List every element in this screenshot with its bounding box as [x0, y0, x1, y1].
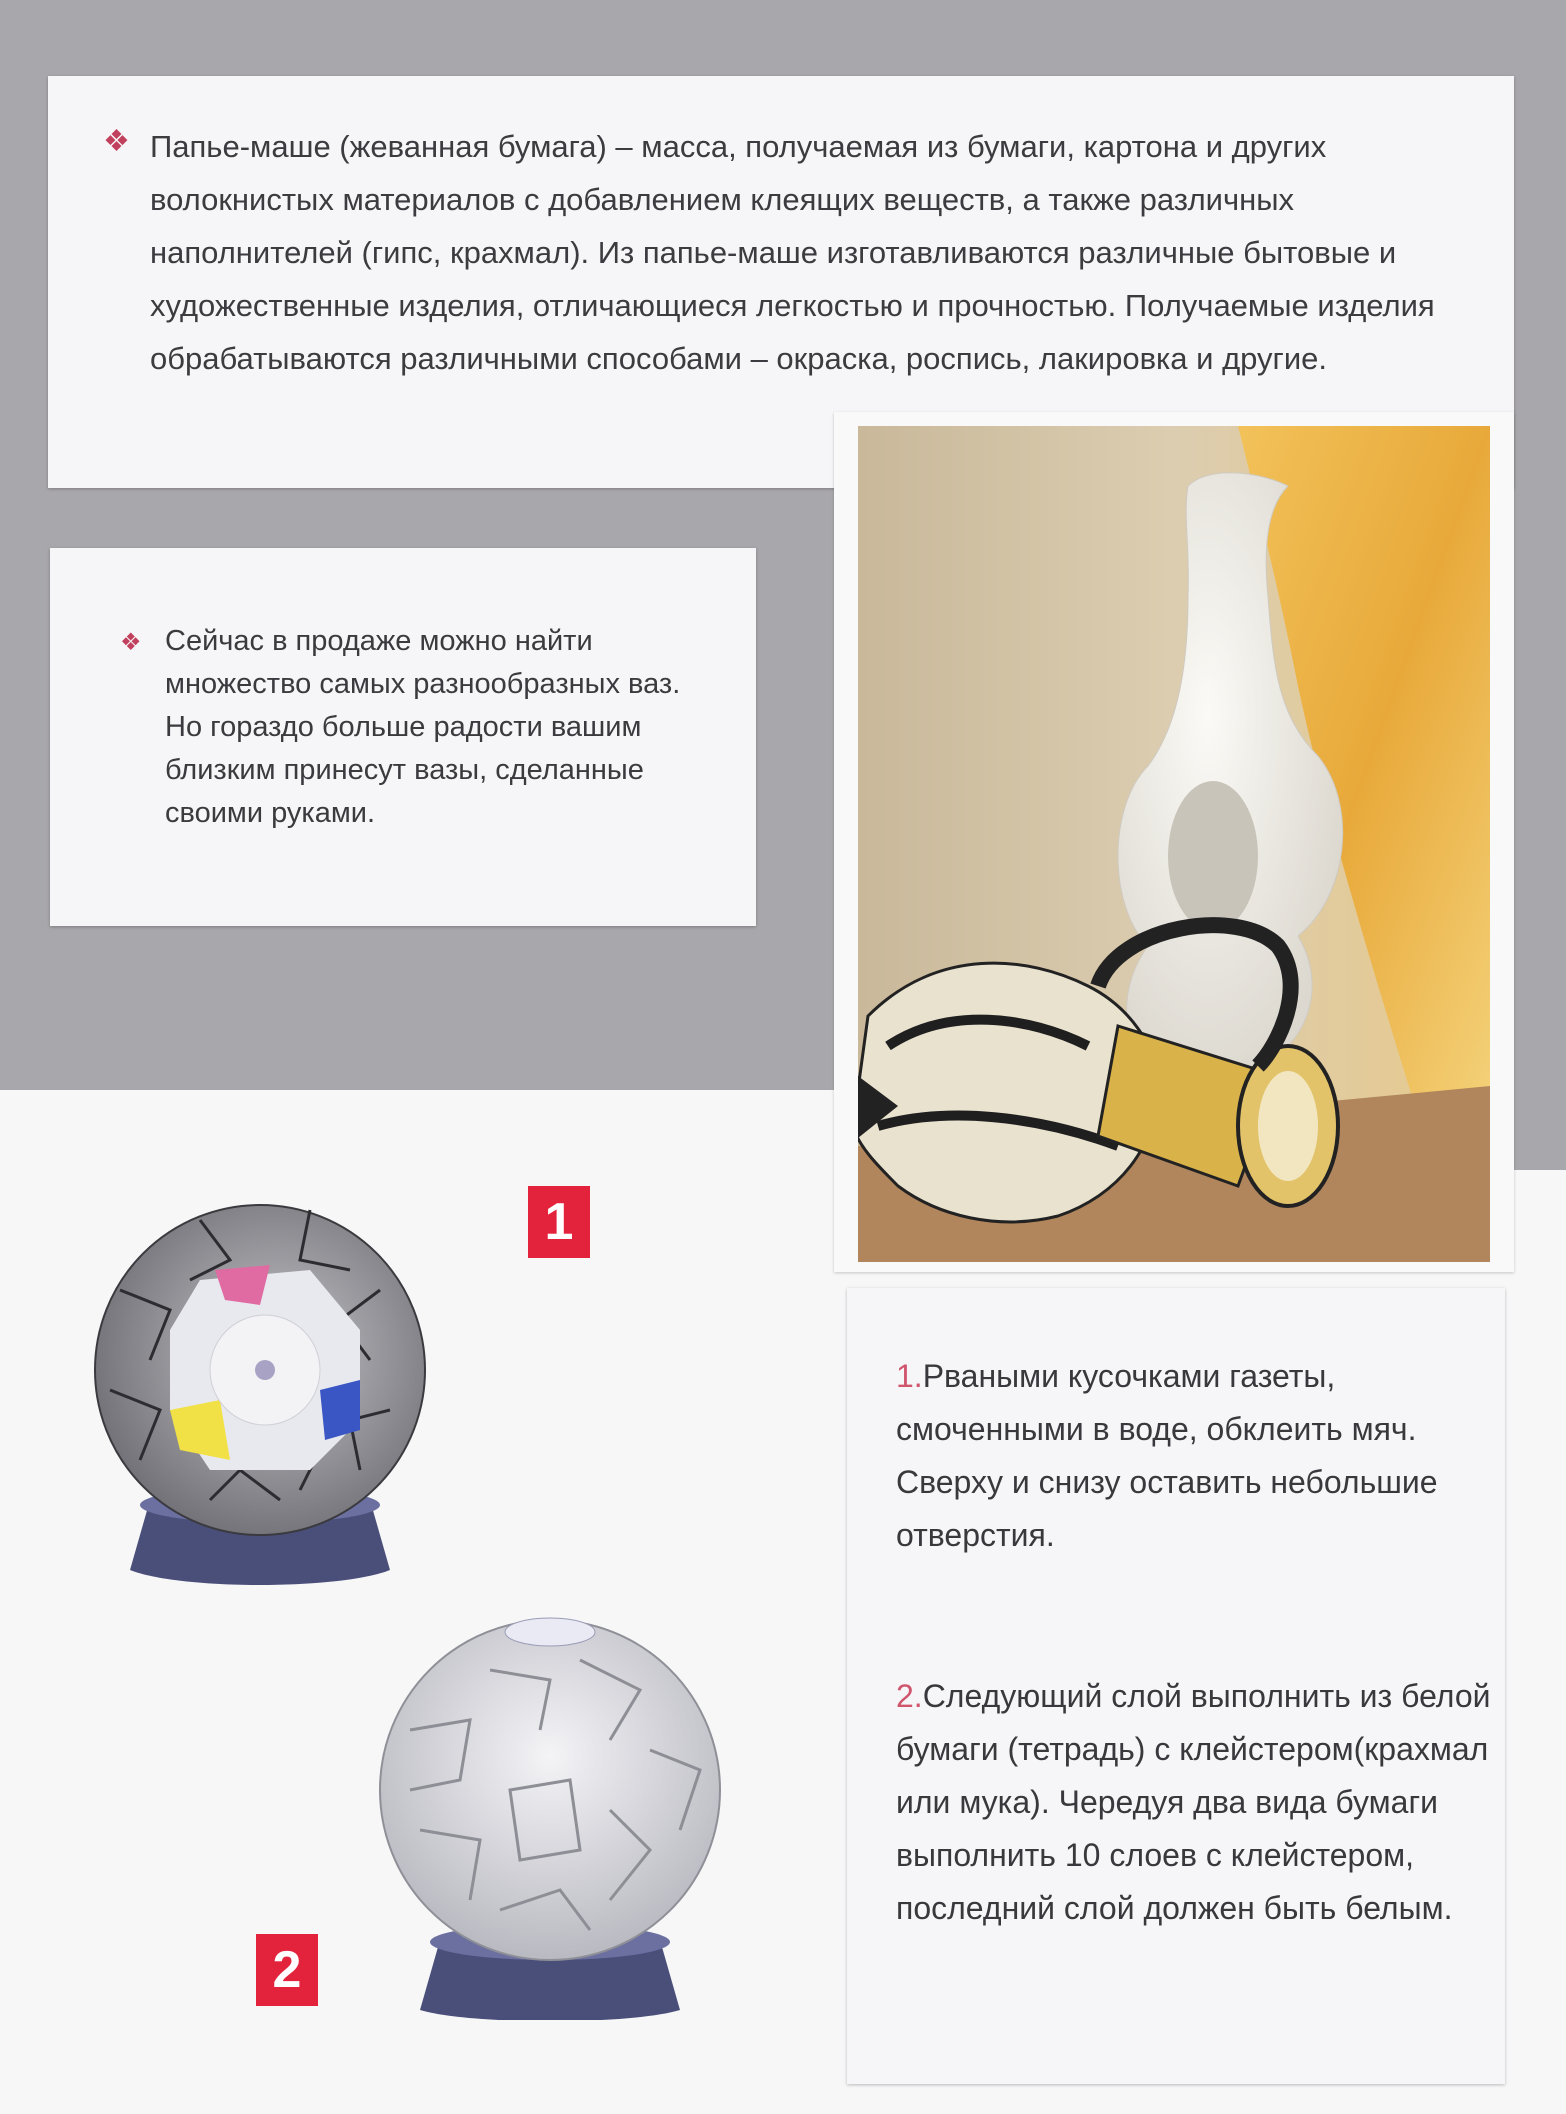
- vase-photo: [858, 426, 1490, 1262]
- step-2-text: [896, 1670, 1496, 1935]
- ball-illustration-step1: [60, 1170, 460, 1590]
- vase-photo-frame: [834, 412, 1514, 1272]
- diamond-bullet-icon: ❖: [120, 629, 142, 656]
- intro-text: Папье-маше (жеванная бумага) – масса, получаемая из бумаги, картона и других волокнистых материалов с добавлением клеящих веществ, а также различных наполнителей (гипс, крахмал). Из папье-маше изготавливаются различные бытовые и художественные изделия, отличающиеся легкостью и прочностью. Получаемые изделия обрабатываются различными способами – окраска, роспись, лакировка и другие.: [150, 129, 1435, 376]
- diamond-bullet-icon: ❖: [103, 125, 130, 158]
- step-1-body: Рваными кусочками газеты, смоченными в воде, обклеить мяч. Сверху и снизу оставить небольшие отверстия.: [896, 1358, 1438, 1553]
- gray-strip: [1508, 1090, 1566, 1170]
- step-1-number: 1.: [896, 1358, 923, 1394]
- step-2-number: 2.: [896, 1678, 923, 1714]
- step-badge-2: 2: [256, 1934, 318, 2006]
- step-1-text: [896, 1350, 1496, 1562]
- note-text: Сейчас в продаже можно найти множество самых разнообразных ваз. Но гораздо больше радости вашим близким принесут вазы, сделанные своими руками.: [165, 625, 681, 829]
- ball-illustration-step2: [350, 1590, 750, 2020]
- step-badge-1: 1: [528, 1186, 590, 1258]
- step-2-body: Следующий слой выполнить из белой бумаги (тетрадь) с клейстером(крахмал или мука). Чередуя два вида бумаги выполнить 10 слоев с клейстером, последний слой должен быть белым.: [896, 1678, 1491, 1926]
